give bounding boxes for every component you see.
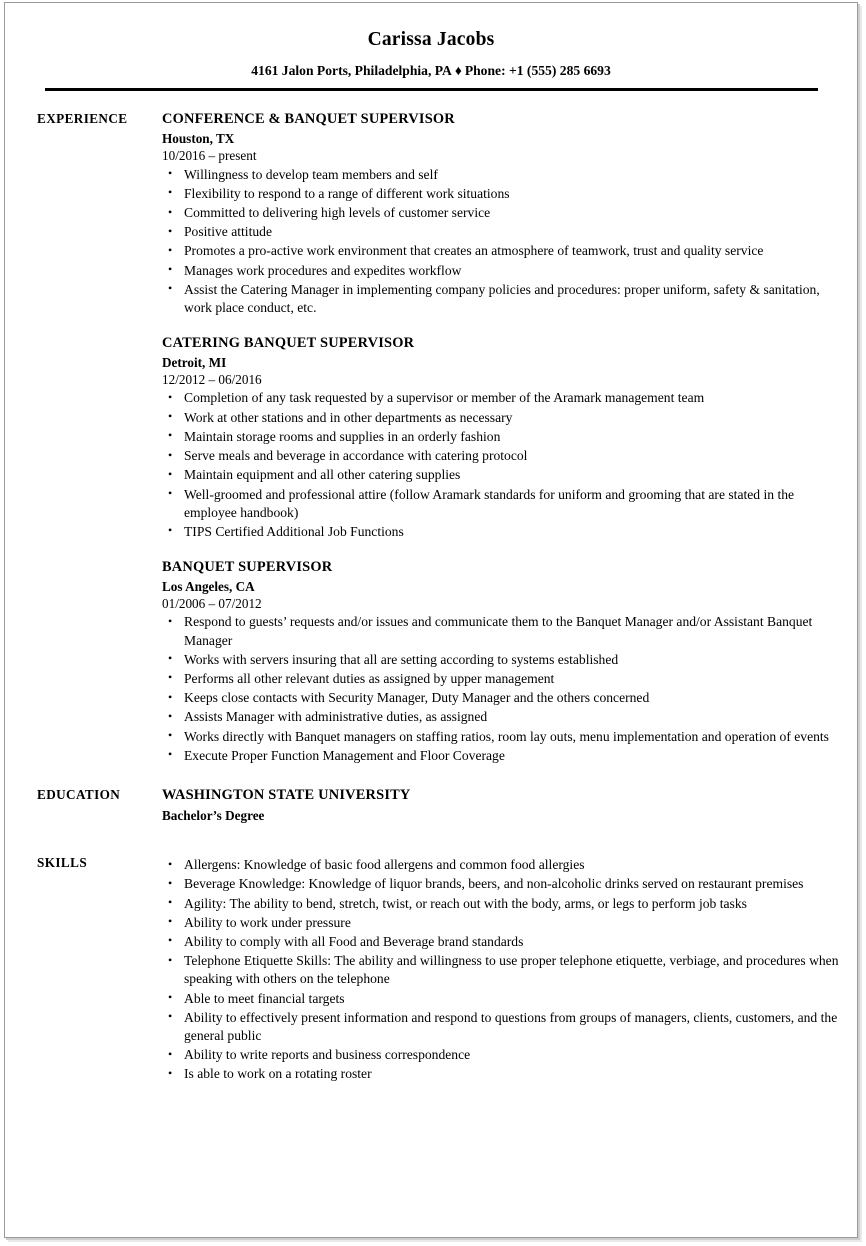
job-dates: 12/2012 – 06/2016 <box>162 372 262 388</box>
job-bullets <box>162 389 843 541</box>
bullet-item: • Telephone Etiquette Skills: The ability and willingness to use proper telephone etiquette, verbiage, and procedures when speaking with others on the telephone <box>162 952 843 988</box>
resume-sheet <box>5 3 857 1237</box>
section-label-skills: SKILLS <box>37 855 88 871</box>
bullet-item: • Ability to write reports and business correspondence <box>162 1046 843 1064</box>
bullet-item: • Performs all other relevant duties as assigned by upper management <box>162 670 843 688</box>
bullet-item: • Committed to delivering high levels of customer service <box>162 204 843 222</box>
bullet-item: • Maintain equipment and all other catering supplies <box>162 466 843 484</box>
section-education <box>37 787 843 824</box>
bullet-item: • Respond to guests’ requests and/or issues and communicate them to the Banquet Manager and/or Assistant Banquet Manager <box>162 613 843 649</box>
bullet-item: • Flexibility to respond to a range of different work situations <box>162 185 843 203</box>
bullet-item: • Able to meet financial targets <box>162 990 843 1008</box>
bullet-item: • Ability to effectively present information and respond to questions from groups of managers, clients, customers, and the general public <box>162 1009 843 1045</box>
bullet-item: • Positive attitude <box>162 223 843 241</box>
bullet-item: • Assists Manager with administrative duties, as assigned <box>162 708 843 726</box>
contact-line <box>5 64 857 79</box>
bullet-item: • Manages work procedures and expedites workflow <box>162 262 843 280</box>
job-location: Houston, TX <box>162 131 235 147</box>
experience-job <box>162 335 843 541</box>
bullet-item: • Ability to comply with all Food and Beverage brand standards <box>162 933 843 951</box>
bullet-item: • Works with servers insuring that all are setting according to systems established <box>162 651 843 669</box>
experience-entries <box>162 111 843 765</box>
resume-body <box>5 111 857 1083</box>
skills-bullets <box>162 856 843 1083</box>
bullet-item: • Maintain storage rooms and supplies in an orderly fashion <box>162 428 843 446</box>
section-skills <box>37 855 843 1083</box>
bullet-item: • Execute Proper Function Management and Floor Coverage <box>162 747 843 765</box>
job-location: Detroit, MI <box>162 355 227 371</box>
experience-job <box>162 111 843 317</box>
bullet-item: • Serve meals and beverage in accordance with catering protocol <box>162 447 843 465</box>
job-dates: 01/2006 – 07/2012 <box>162 595 262 611</box>
header-divider <box>45 88 818 91</box>
job-title: CATERING BANQUET SUPERVISOR <box>162 335 415 352</box>
bullet-item: • Willingness to develop team members and self <box>162 166 843 184</box>
bullet-item: • Promotes a pro-active work environment that creates an atmosphere of teamwork, trust and quality service <box>162 242 843 260</box>
section-experience <box>37 111 843 765</box>
education-entry <box>162 787 843 824</box>
job-bullets <box>162 613 843 765</box>
job-title: CONFERENCE & BANQUET SUPERVISOR <box>162 111 455 128</box>
job-dates: 10/2016 – present <box>162 148 257 164</box>
bullet-item: • Works directly with Banquet managers on staffing ratios, room lay outs, menu implementation and operation of events <box>162 728 843 746</box>
experience-job <box>162 559 843 765</box>
bullet-item: • Is able to work on a rotating roster <box>162 1065 843 1083</box>
bullet-item: • Completion of any task requested by a supervisor or member of the Aramark management team <box>162 389 843 407</box>
skills-entries <box>162 855 843 1083</box>
bullet-item: • Well-groomed and professional attire (follow Aramark standards for uniform and grooming that are stated in the employee handbook) <box>162 486 843 522</box>
candidate-name: Carissa Jacobs <box>367 29 495 50</box>
bullet-item: • Work at other stations and in other departments as necessary <box>162 409 843 427</box>
section-label-experience: EXPERIENCE <box>37 111 128 127</box>
bullet-item: • Ability to work under pressure <box>162 914 843 932</box>
diamond-separator-icon: ♦ <box>454 63 462 79</box>
section-label-education: EDUCATION <box>37 786 121 802</box>
job-title: BANQUET SUPERVISOR <box>162 559 333 576</box>
bullet-item: • Keeps close contacts with Security Manager, Duty Manager and the others concerned <box>162 689 843 707</box>
bullet-item: • Agility: The ability to bend, stretch, twist, or reach out with the body, arms, or legs to perform job tasks <box>162 895 843 913</box>
job-bullets <box>162 166 843 318</box>
contact-address: 4161 Jalon Ports, Philadelphia, PA <box>251 63 452 79</box>
bullet-item: • Assist the Catering Manager in implementing company policies and procedures: proper uniform, safety & sanitation, work place conduct, etc. <box>162 281 843 317</box>
bullet-item: • TIPS Certified Additional Job Functions <box>162 523 843 541</box>
contact-phone: Phone: +1 (555) 285 6693 <box>464 63 611 79</box>
education-degree: Bachelor’s Degree <box>162 807 265 823</box>
job-location: Los Angeles, CA <box>162 579 255 595</box>
education-school: WASHINGTON STATE UNIVERSITY <box>162 786 411 803</box>
bullet-item: • Beverage Knowledge: Knowledge of liquor brands, beers, and non-alcoholic drinks served on restaurant premises <box>162 875 843 893</box>
resume-header <box>5 3 857 91</box>
bullet-item: • Allergens: Knowledge of basic food allergens and common food allergies <box>162 856 843 874</box>
